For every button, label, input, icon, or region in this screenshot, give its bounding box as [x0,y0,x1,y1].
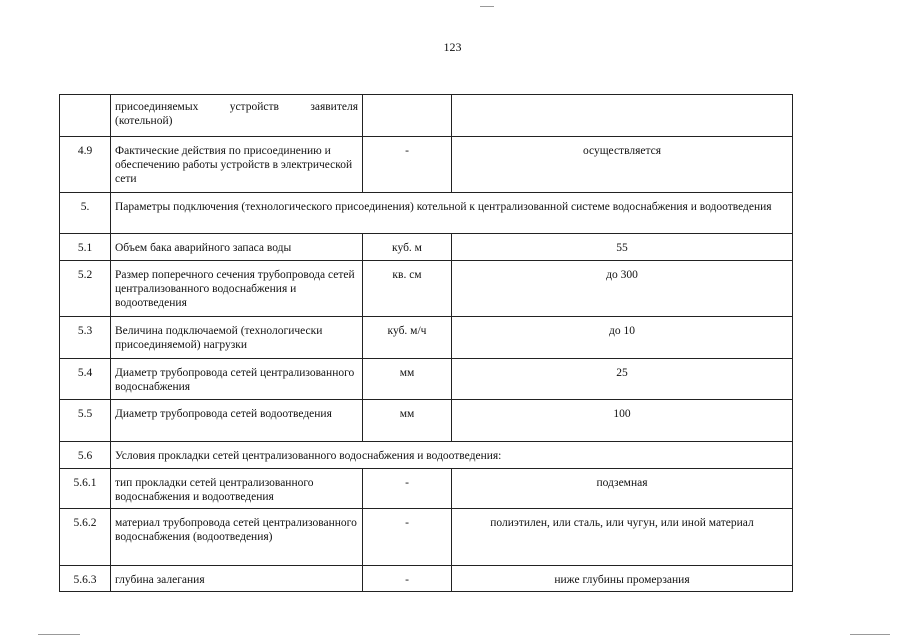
row-description: Величина подключаемой (технологически присоединяемой) нагрузки [111,317,363,359]
scan-line [480,6,494,7]
row-description: глубина залегания [111,566,363,592]
table-row [60,509,793,566]
scan-line [850,634,890,635]
row-value: осуществляется [452,137,793,193]
row-value: 25 [452,359,793,400]
row-value: до 10 [452,317,793,359]
table-row [60,234,793,261]
row-number: 5.4 [60,359,111,400]
row-description-line: (котельной) [115,115,173,127]
section-row [60,193,793,234]
row-unit: - [363,566,452,592]
row-description: материал трубопровода сетей централизованного водоснабжения (водоотведения) [111,509,363,566]
row-value: подземная [452,469,793,509]
row-unit: мм [363,400,452,442]
row-description-line: присоединяемых устройств заявителя [115,101,358,113]
row-number: 5.5 [60,400,111,442]
section-title: Условия прокладки сетей централизованного водоснабжения и водоотведения: [111,442,793,469]
row-unit: куб. м/ч [363,317,452,359]
row-description: Объем бака аварийного запаса воды [111,234,363,261]
row-number: 5.3 [60,317,111,359]
section-row [60,442,793,469]
section-title: Параметры подключения (технологического присоединения) котельной к централизованной системе водоснабжения и водоотведения [111,193,793,234]
row-description: тип прокладки сетей централизованного водоснабжения и водоотведения [111,469,363,509]
row-value: 55 [452,234,793,261]
row-value: ниже глубины промерзания [452,566,793,592]
scan-line [38,634,80,635]
row-unit [363,95,452,137]
table-row [60,95,793,137]
section-number: 5. [60,193,111,234]
table-row [60,317,793,359]
row-unit: - [363,137,452,193]
row-description: Диаметр трубопровода сетей централизованного водоснабжения [111,359,363,400]
row-unit: - [363,469,452,509]
row-unit: кв. см [363,261,452,317]
row-unit: куб. м [363,234,452,261]
row-number: 5.6.2 [60,509,111,566]
row-number: 5.6.1 [60,469,111,509]
table-row [60,261,793,317]
table-row [60,469,793,509]
table-row [60,137,793,193]
parameters-table [59,94,793,592]
row-value: полиэтилен, или сталь, или чугун, или иной материал [452,509,793,566]
row-description: Фактические действия по присоединению и обеспечению работы устройств в электрической сети [111,137,363,193]
row-description [111,95,363,137]
row-number: 5.1 [60,234,111,261]
row-number: 4.9 [60,137,111,193]
page-number: 123 [443,40,462,54]
row-value: 100 [452,400,793,442]
row-description: Размер поперечного сечения трубопровода сетей централизованного водоснабжения и водоотведения [111,261,363,317]
row-unit: - [363,509,452,566]
row-number [60,95,111,137]
table-row [60,566,793,592]
row-value: до 300 [452,261,793,317]
table-row [60,400,793,442]
row-unit: мм [363,359,452,400]
table-row [60,359,793,400]
section-number: 5.6 [60,442,111,469]
row-number: 5.6.3 [60,566,111,592]
row-value [452,95,793,137]
row-description: Диаметр трубопровода сетей водоотведения [111,400,363,442]
row-number: 5.2 [60,261,111,317]
